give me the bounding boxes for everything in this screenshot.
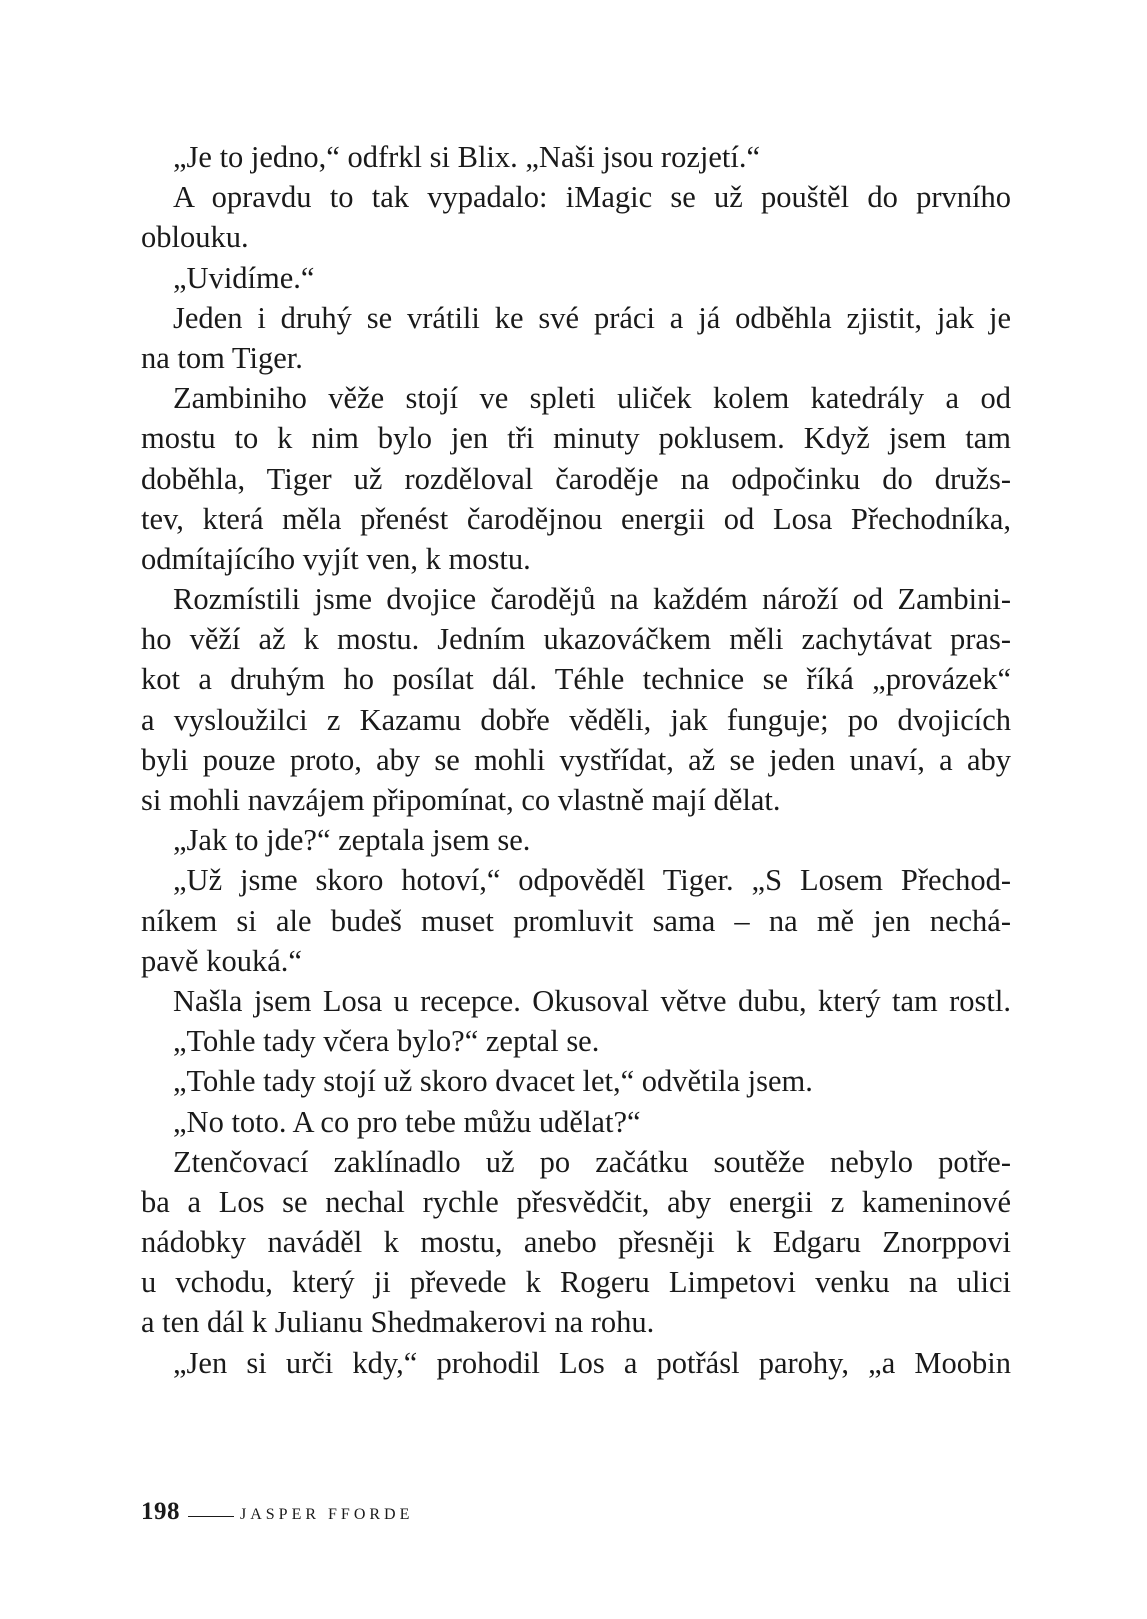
text-line: „Jak to jde?“ zeptala jsem se. xyxy=(173,823,531,858)
text-line: „Uvidíme.“ xyxy=(173,260,315,295)
running-footer-author: JASPER FFORDE xyxy=(240,1506,414,1523)
text-line: oblouku. xyxy=(141,220,249,255)
footer-rule xyxy=(188,1516,234,1517)
text-line: byli pouze proto, aby se mohli vystřídat, až se jeden unaví, a aby xyxy=(141,742,1011,777)
text-line: Zambiniho věže stojí ve spleti uliček kolem katedrály a od xyxy=(173,381,1011,416)
text-line: a ten dál k Julianu Shedmakerovi na rohu. xyxy=(141,1305,655,1340)
text-line: „Jen si urči kdy,“ prohodil Los a potřásl parohy, „a Moobin xyxy=(173,1345,1011,1380)
page-body xyxy=(141,137,1011,1383)
text-line: ho věží až k mostu. Jedním ukazováčkem měli zachytávat pras- xyxy=(141,622,1011,657)
text-line: Našla jsem Losa u recepce. Okusoval větve dubu, který tam rostl. xyxy=(173,983,1011,1018)
text-line: Rozmístili jsme dvojice čarodějů na každém nároží od Zambini- xyxy=(173,582,1011,617)
text-line: Ztenčovací zaklínadlo už po začátku soutěže nebylo potře- xyxy=(173,1144,1011,1179)
text-line: mostu to k nim bylo jen tři minuty poklusem. Když jsem tam xyxy=(141,421,1011,456)
page-number: 198 xyxy=(141,1498,180,1525)
text-line: si mohli navzájem připomínat, co vlastně mají dělat. xyxy=(141,783,781,817)
text-line: na tom Tiger. xyxy=(141,340,303,375)
text-line: A opravdu to tak vypadalo: iMagic se už pouštěl do prvního xyxy=(173,180,1011,215)
text-line: nádobky naváděl k mostu, anebo přesněji k Edgaru Znorppovi xyxy=(141,1225,1011,1260)
text-line: doběhla, Tiger už rozděloval čaroděje na odpočinku do družs- xyxy=(141,461,1011,496)
text-line: Jeden i druhý se vrátili ke své práci a já odběhla zjistit, jak je xyxy=(173,300,1011,335)
text-line: u vchodu, který ji převede k Rogeru Limpetovi venku na ulici xyxy=(141,1265,1011,1300)
text-line: odmítajícího vyjít ven, k mostu. xyxy=(141,541,531,576)
text-line: ba a Los se nechal rychle přesvědčit, aby energii z kameninové xyxy=(141,1184,1011,1219)
text-line: a vysloužilci z Kazamu dobře věděli, jak funguje; po dvojicích xyxy=(141,702,1011,737)
text-line: níkem si ale budeš muset promluvit sama – na mě jen nechá- xyxy=(141,903,1011,938)
text-line: „No toto. A co pro tebe můžu udělat?“ xyxy=(173,1104,641,1139)
text-line: pavě kouká.“ xyxy=(141,943,302,978)
text-line: „Tohle tady stojí už skoro dvacet let,“ odvětila jsem. xyxy=(173,1064,813,1099)
text-line: „Tohle tady včera bylo?“ zeptal se. xyxy=(173,1024,600,1059)
text-line: kot a druhým ho posílat dál. Téhle technice se říká „provázek“ xyxy=(141,662,1011,697)
page-footer xyxy=(141,1498,413,1526)
text-line: „Už jsme skoro hotoví,“ odpověděl Tiger. „S Losem Přechod- xyxy=(173,863,1011,898)
text-line: tev, která měla přenést čarodějnou energii od Losa Přechodníka, xyxy=(141,501,1011,536)
text-line: „Je to jedno,“ odfrkl si Blix. „Naši jsou rozjetí.“ xyxy=(173,140,760,174)
